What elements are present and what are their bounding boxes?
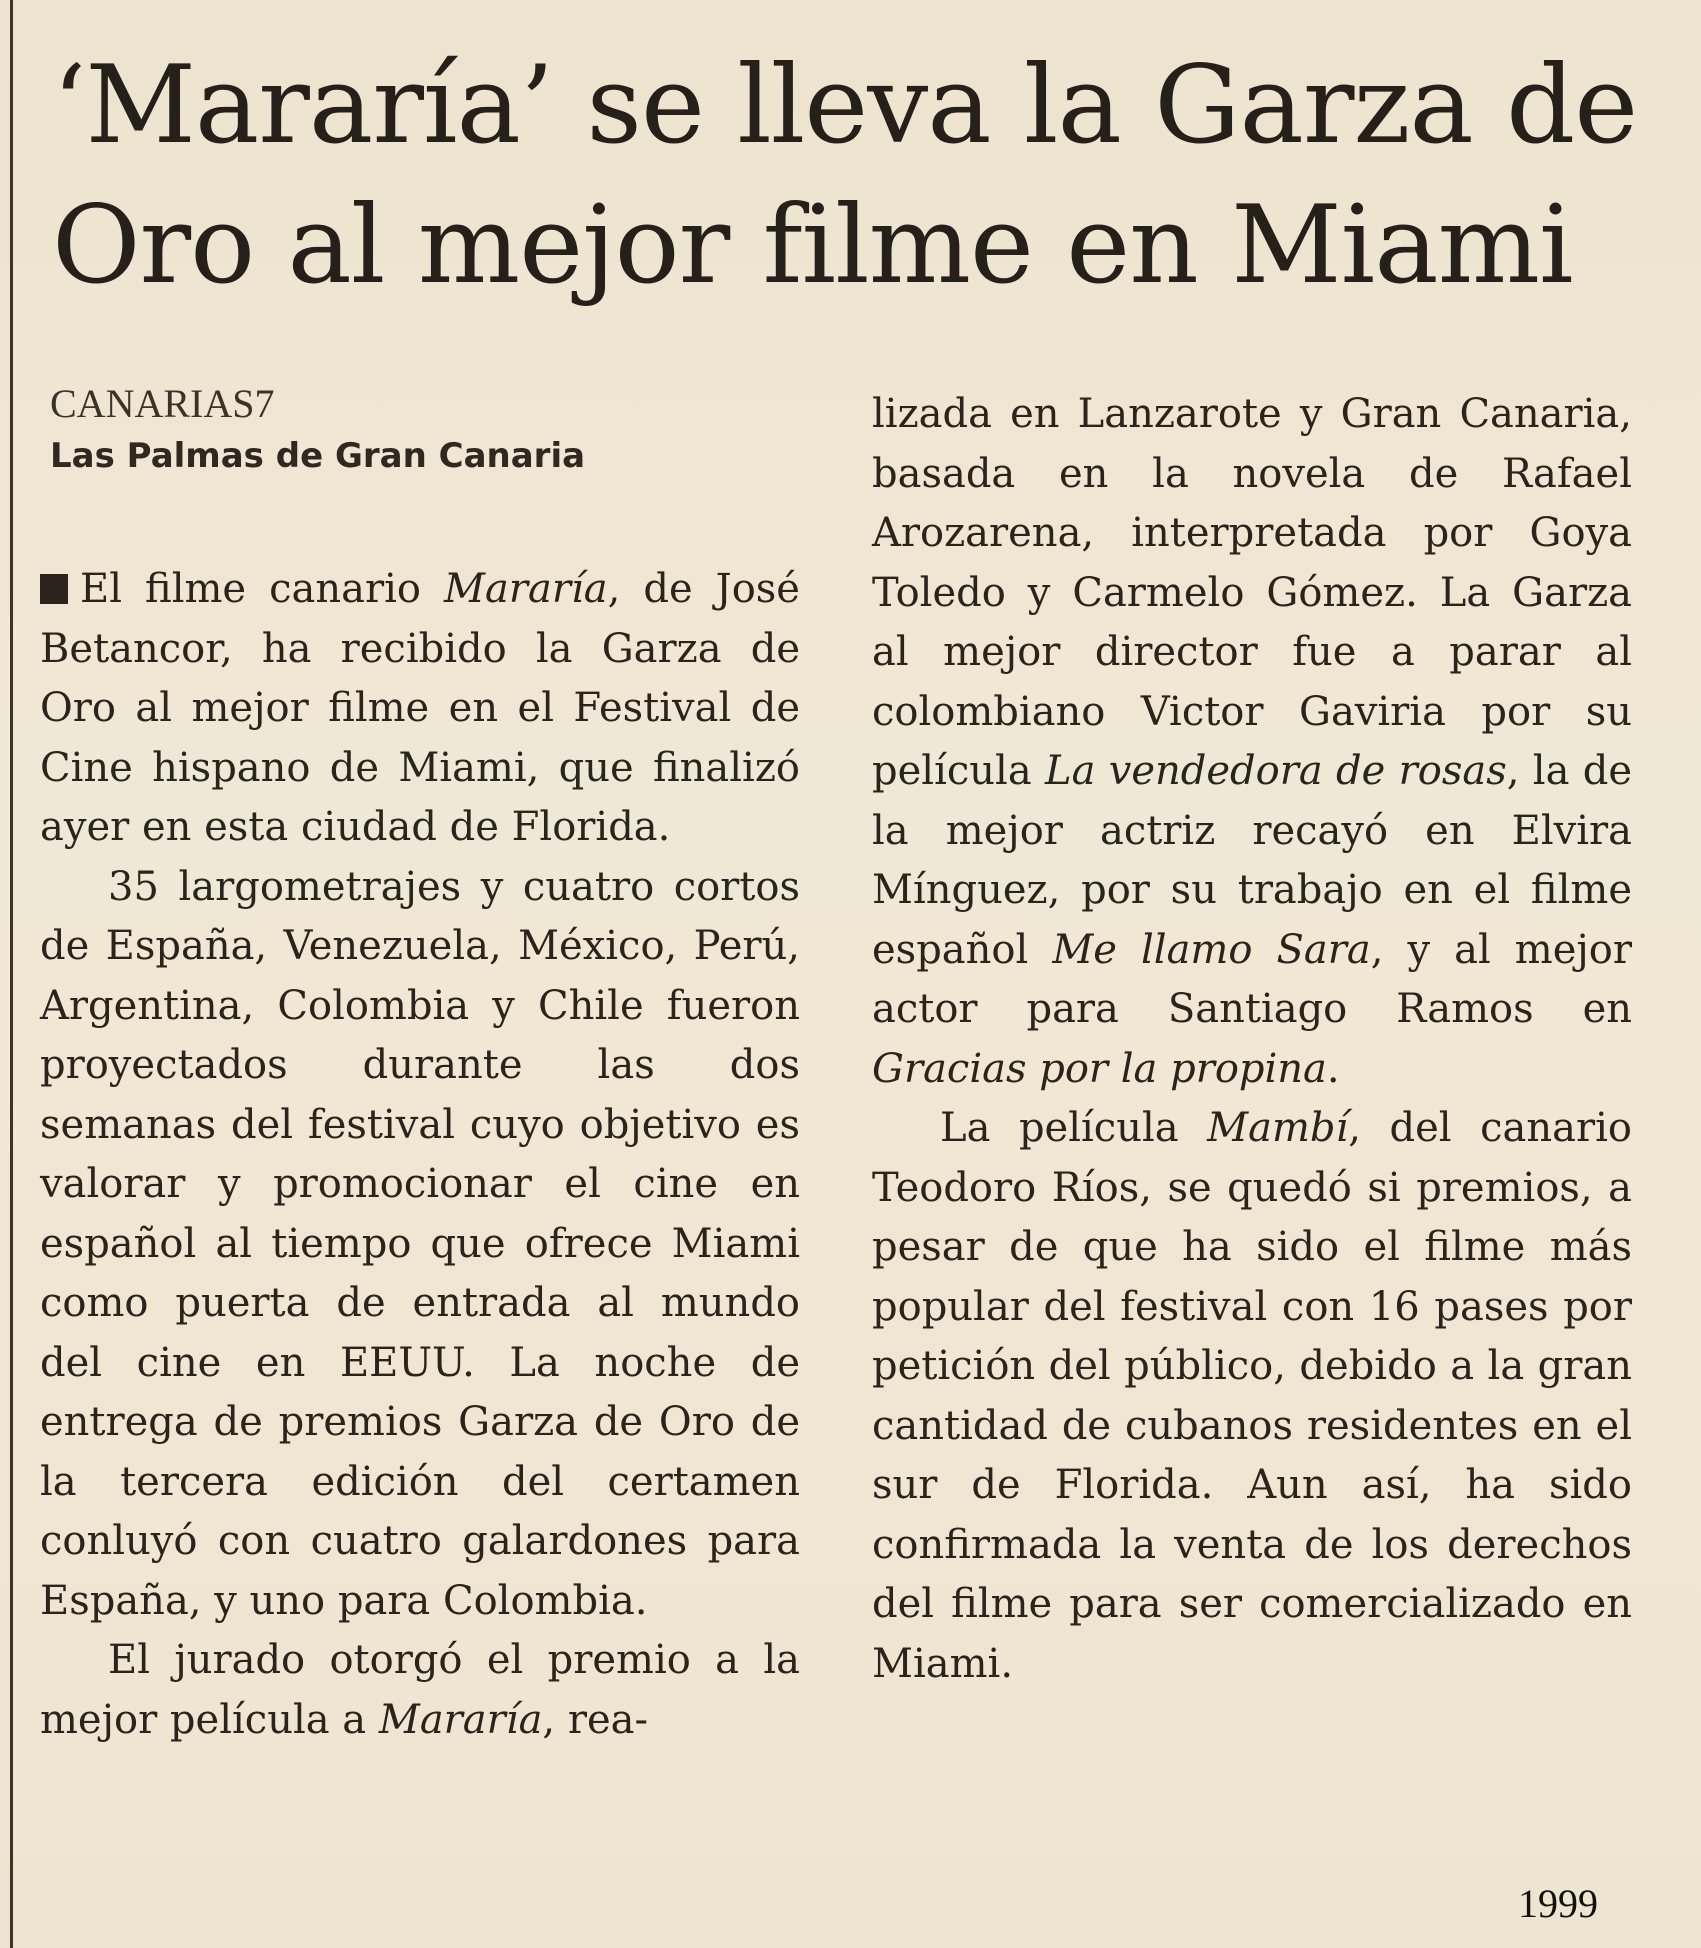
clipping-edge-rule	[10, 0, 13, 1948]
text-run: .	[1326, 1045, 1340, 1092]
article-column-left	[40, 560, 800, 1750]
text-run: El jurado otorgó el premio a la mejor película a	[40, 1637, 800, 1743]
byline-place: Las Palmas de Gran Canaria	[50, 436, 586, 476]
article-headline	[52, 36, 1652, 316]
text-run: lizada en Lanzarote y Gran Canaria, basada en la novela de Rafael Arozarena, interpretada por Goya Toledo y Carmelo Gómez. La Garza al mejor director fue a parar al colombiano Victor Gaviria por su película	[872, 391, 1632, 794]
film-title: Gracias por la propina	[872, 1045, 1327, 1092]
headline-line-2: Oro al mejor filme en Miami	[52, 183, 1573, 308]
article-column-right	[872, 385, 1632, 1694]
paragraph-1	[40, 560, 800, 858]
paragraph-2: 35 largometrajes y cuatro cortos de España, Venezuela, México, Perú, Argentina, Colombia y Chile fueron proyectados durante las dos semanas del festival cuyo objetivo es valorar y promocionar el cine en español al tiempo que ofrece Miami como puerta de entrada al mundo del cine en EEUU. La noche de entrega de premios Garza de Oro de la tercera edición del certamen conluyó con cuatro galardones para España, y uno para Colombia.	[40, 863, 800, 1624]
headline-line-1: ‘Mararía’ se lleva la Garza de	[52, 43, 1638, 168]
text-run: La película	[940, 1105, 1208, 1151]
byline-source: CANARIAS7	[50, 381, 275, 426]
text-run: , de José Betancor, ha recibido la Garza de Oro al mejor filme en el Festival de Cine hispano de Miami, que finalizó ayer en esta ciudad de Florida.	[40, 566, 800, 850]
film-title: Mararía	[378, 1696, 543, 1743]
text-run: , rea-	[542, 1696, 649, 1743]
film-title: La vendedora de rosas	[1045, 748, 1507, 794]
text-run: , del canario Teodoro Ríos, se quedó si premios, a pesar de que ha sido el filme más popular del festival con 16 pases por petición del público, debido a la gran cantidad de cubanos residentes en el sur de Florida. Aun así, ha sido confirmada la venta de los derechos del filme para ser comercializado en Miami.	[872, 1105, 1632, 1687]
film-title: Mararía	[444, 566, 608, 612]
paragraph-4	[872, 385, 1632, 1099]
text-run: El filme canario	[80, 566, 445, 612]
film-title: Me llamo Sara	[1052, 926, 1371, 973]
text-run: , la de la mejor actriz recayó en Elvira Mínguez, por su trabajo en el filme español	[872, 748, 1633, 973]
lead-square-icon	[40, 574, 68, 604]
year-annotation: 1999	[1518, 1881, 1598, 1926]
film-title: Mambí	[1207, 1105, 1349, 1151]
paragraph-5	[872, 1099, 1632, 1694]
paragraph-3	[40, 1631, 800, 1750]
text-run: , y al mejor actor para Santiago Ramos en	[872, 926, 1632, 1032]
